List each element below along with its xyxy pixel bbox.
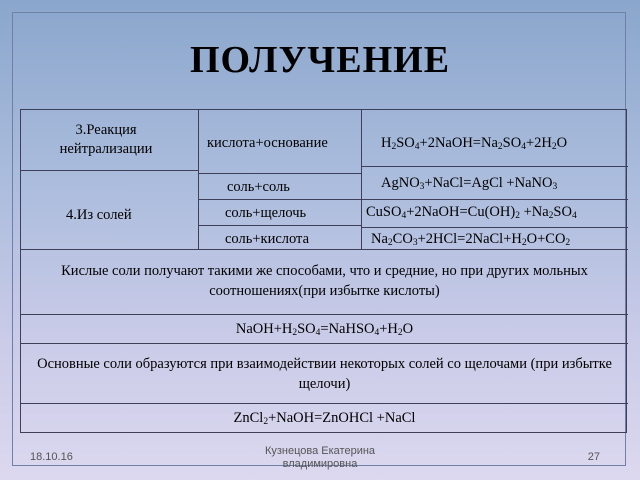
- grid-line: [198, 199, 361, 200]
- salt-acid-equation: $Na_2CO_3+2HCl=2NaCl+H_2O+CO_2$: [371, 231, 571, 248]
- neutralization-equation: $H_2SO_4+2NaOH=Na_2SO_4+2H_2O$: [381, 135, 568, 152]
- grid-line: [198, 173, 361, 174]
- grid-line: [21, 249, 628, 250]
- from-salts-label: 4.Из солей: [66, 207, 132, 223]
- page-number: 27: [587, 451, 600, 463]
- grid-line: [21, 343, 628, 344]
- grid-line: [361, 110, 362, 249]
- grid-line: [198, 110, 199, 249]
- basic-salts-text: Основные соли образуются при взаимодействии некоторых солей со щелочами (при избытке щелочи): [37, 356, 612, 392]
- grid-line: [361, 166, 628, 167]
- neutralization-type: кислота+основание: [207, 135, 328, 151]
- grid-line: [361, 199, 628, 200]
- acid-salts-equation: $NaOH+H_2SO_4=NaHSO_4+H_2O$: [235, 321, 414, 338]
- grid-line: [198, 225, 361, 226]
- acid-salts-text: Кислые соли получают такими же способами, что и средние, но при других мольных соотношениях(при избытке кислоты): [61, 263, 588, 299]
- basic-salts-equation: ZnCl$_2$+NaOH=ZnOHCl +NaCl: [233, 410, 416, 427]
- salt-acid-type: соль+кислота: [225, 231, 310, 247]
- grid-line: [21, 403, 628, 404]
- footer-date: 18.10.16: [30, 451, 73, 463]
- grid-line: [361, 227, 628, 228]
- salt-alkali-type: соль+щелочь: [225, 205, 307, 221]
- grid-line: [21, 314, 628, 315]
- synthesis-table: [20, 109, 627, 433]
- slide-title: ПОЛУЧЕНИЕ: [189, 39, 451, 81]
- salt-salt-equation: AgNO$_3$+NaCl=AgCl +NaNO$_3$: [381, 175, 558, 192]
- grid-line: [21, 170, 198, 171]
- salt-salt-type: соль+соль: [227, 179, 290, 195]
- footer-author: Кузнецова Екатерина владимировна: [264, 445, 376, 470]
- salt-alkali-equation: $CuSO_4+2NaOH=Cu(OH)_2 +Na_2SO_4$: [366, 204, 577, 221]
- neutralization-label: 3.Реакция нейтрализации: [59, 122, 153, 157]
